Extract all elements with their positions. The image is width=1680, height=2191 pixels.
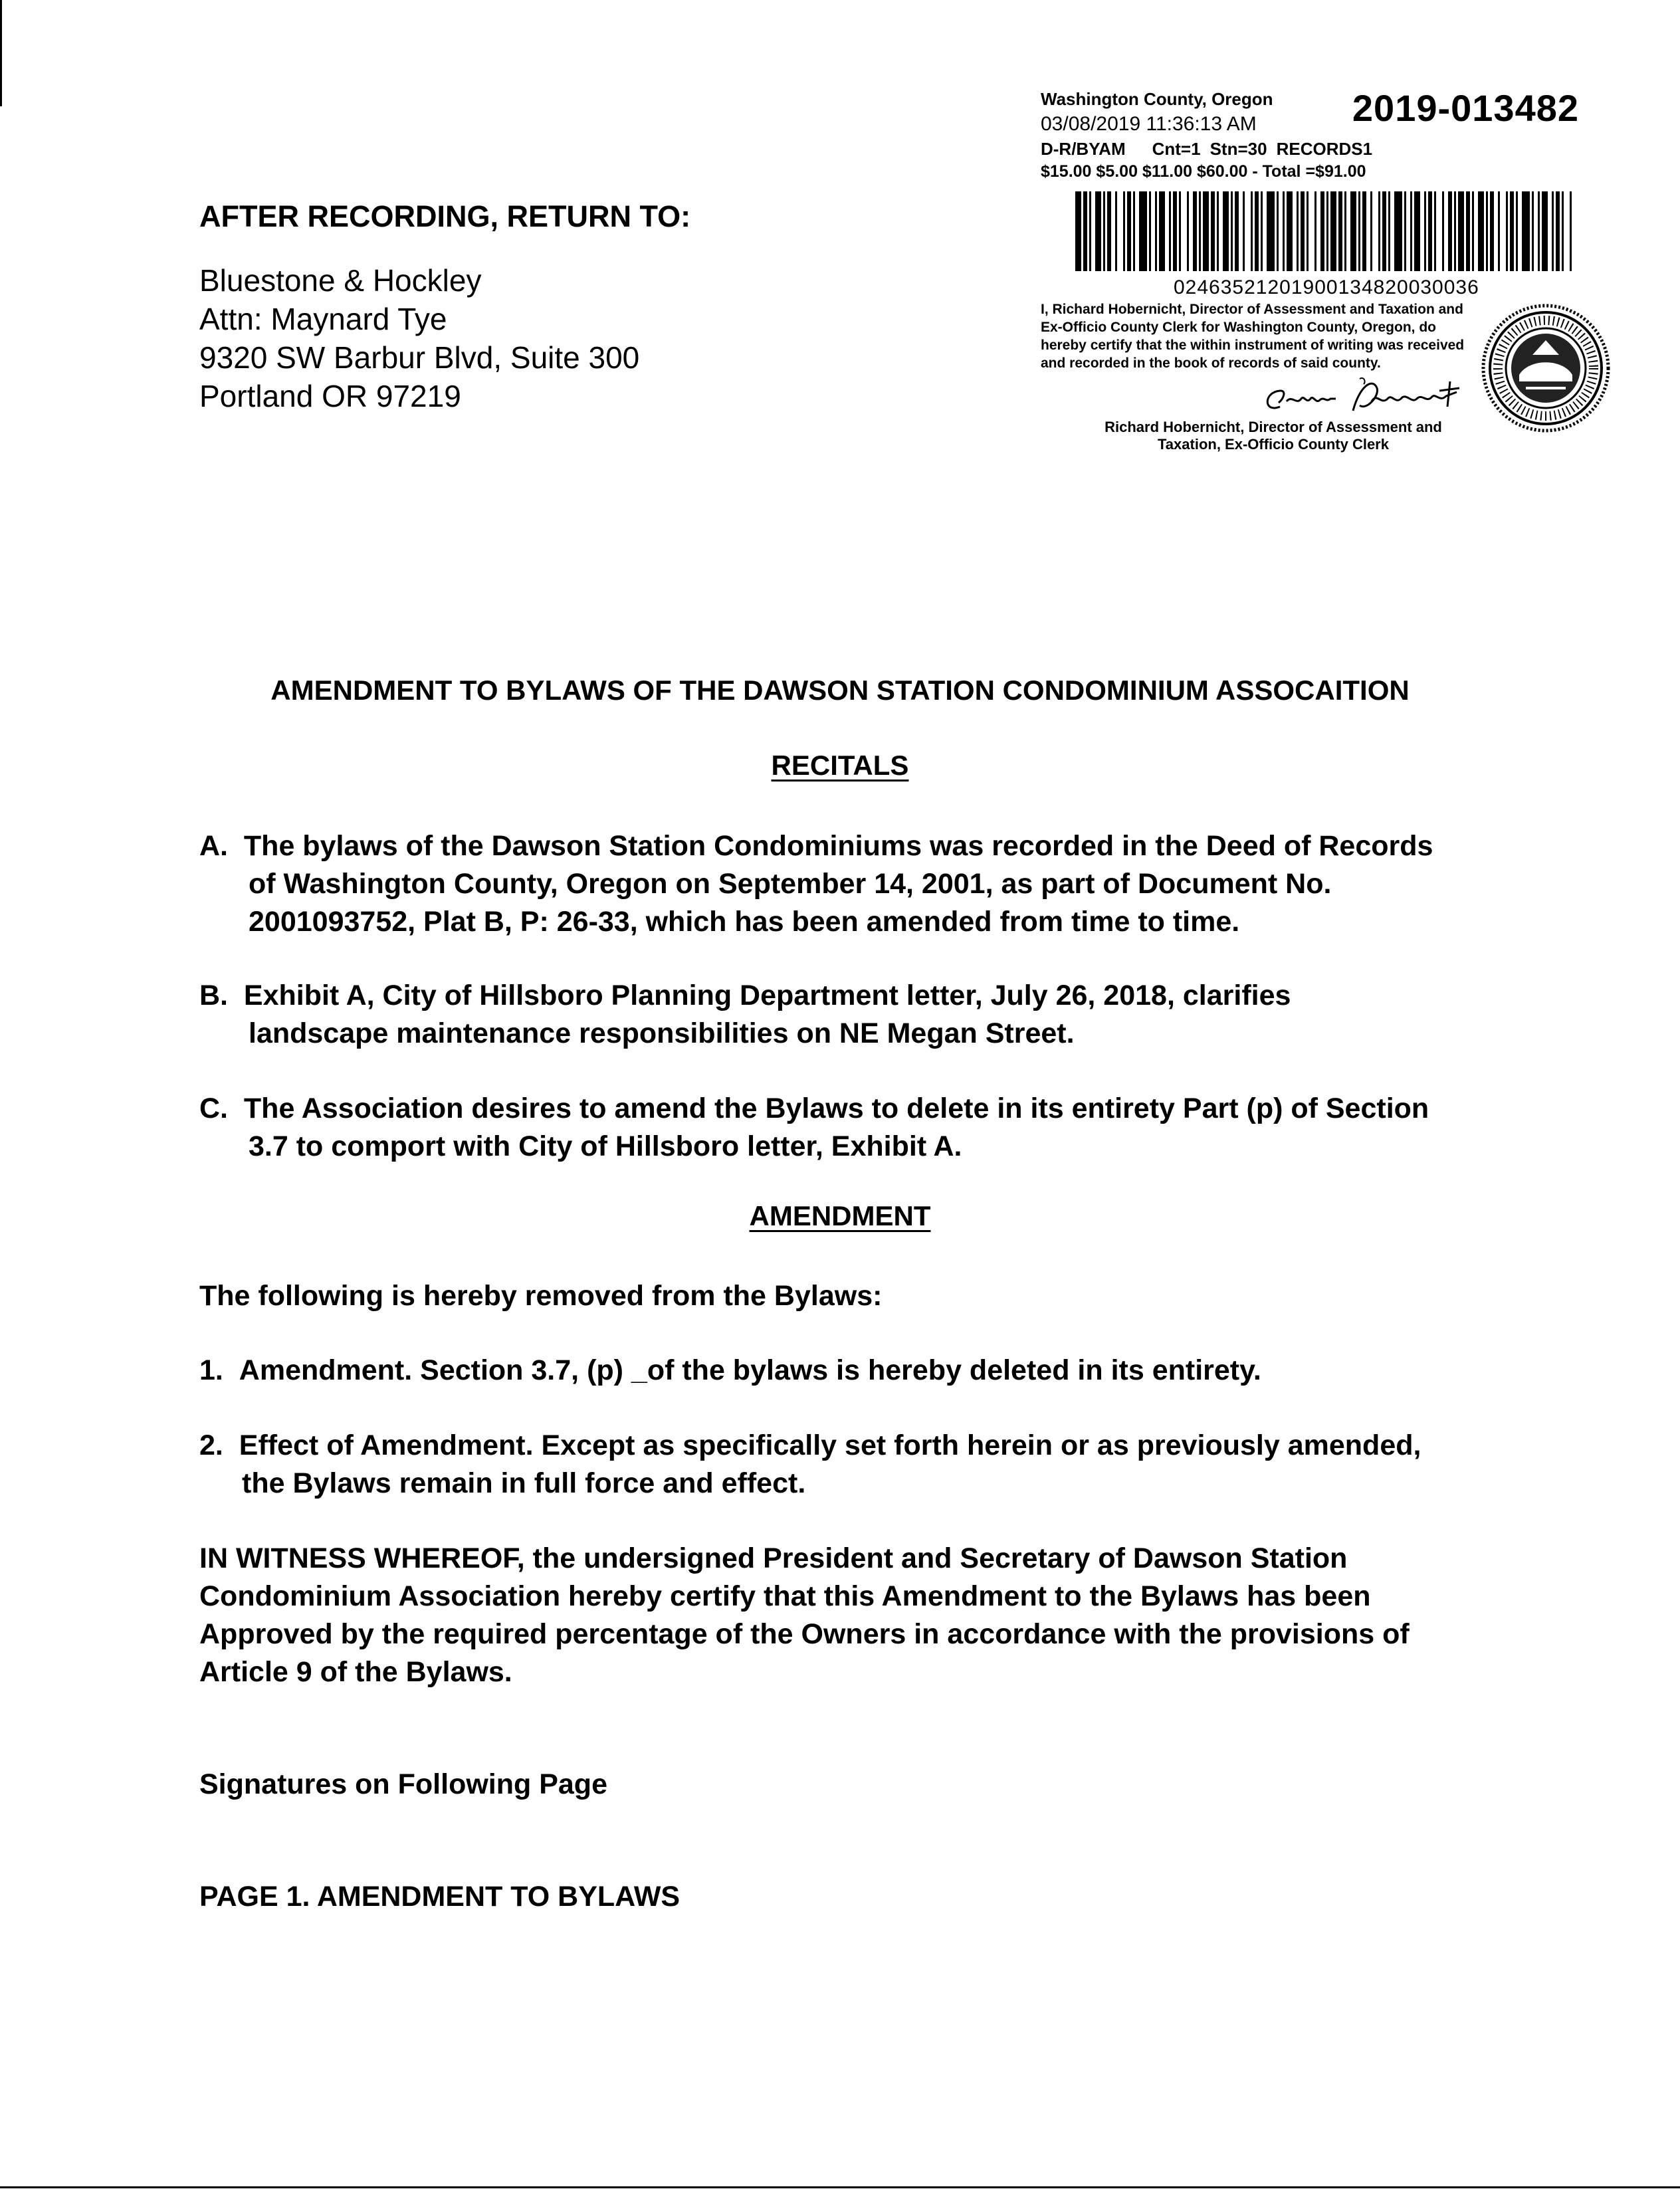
witness-paragraph: [199, 1540, 1410, 1691]
signatures-note: Signatures on Following Page: [199, 1768, 607, 1800]
item-line: the Bylaws remain in full force and effect.: [242, 1467, 806, 1499]
recording-station: Stn=30: [1209, 139, 1267, 159]
recital-b: [199, 977, 1291, 1053]
signer-name: [1067, 419, 1479, 453]
barcode-gap: [1500, 191, 1506, 271]
recital-line: 3.7 to comport with City of Hillsboro letter, Exhibit A.: [249, 1130, 962, 1162]
barcode-gap: [1309, 191, 1314, 271]
address-line: 9320 SW Barbur Blvd, Suite 300: [199, 340, 640, 375]
barcode-bar: [1394, 191, 1402, 271]
barcode-gap: [1117, 191, 1123, 271]
item-marker: 2.: [199, 1429, 223, 1461]
clerk-signature: [1260, 372, 1479, 425]
page-footer: PAGE 1. AMENDMENT TO BYLAWS: [199, 1881, 681, 1913]
recital-c: [199, 1090, 1429, 1166]
recital-text: The bylaws of the Dawson Station Condominiums was recorded in the Deed of Records: [243, 830, 1433, 862]
address-line: Portland OR 97219: [199, 379, 461, 413]
amendment-item-1: [199, 1352, 1261, 1390]
barcode-bar: [1139, 191, 1147, 271]
recital-marker: B.: [199, 980, 228, 1011]
signer-line: Richard Hobernicht, Director of Assessment and: [1104, 419, 1442, 435]
recording-datetime: 03/08/2019 11:36:13 AM: [1041, 113, 1257, 135]
address-line: Bluestone & Hockley: [199, 263, 482, 298]
witness-line: Approved by the required percentage of the Owners in accordance with the provisions of: [199, 1618, 1410, 1650]
recital-a: [199, 827, 1433, 941]
recital-line: [199, 827, 1433, 865]
recital-line: of Washington County, Oregon on September 14, 2001, as part of Document No.: [249, 868, 1332, 900]
removal-intro: The following is hereby removed from the Bylaws:: [199, 1280, 883, 1312]
barcode-bar: [1095, 191, 1101, 271]
barcode-gap: [1181, 191, 1187, 271]
barcode-bar: [1458, 191, 1464, 271]
recording-county: Washington County, Oregon: [1041, 89, 1273, 109]
document-number: 2019-013482: [1352, 87, 1579, 129]
barcode-gap: [1564, 191, 1570, 271]
item-text: Amendment. Section 3.7, (p) _of the bylaws is hereby deleted in its entirety.: [239, 1354, 1261, 1386]
barcode-gap: [1372, 191, 1378, 271]
recital-marker: C.: [199, 1093, 228, 1124]
item-marker: 1.: [199, 1354, 223, 1386]
item-line: [199, 1427, 1421, 1465]
document-title: AMENDMENT TO BYLAWS OF THE DAWSON STATION CONDOMINIUM ASSOCAITION: [270, 675, 1410, 706]
recital-line: 2001093752, Plat B, P: 26-33, which has been amended from time to time.: [249, 906, 1240, 938]
recital-marker: A.: [199, 830, 228, 862]
barcode-bar: [1330, 191, 1336, 271]
recitals-heading: [0, 750, 1680, 782]
recitals-heading-text: RECITALS: [771, 750, 909, 781]
recital-text: Exhibit A, City of Hillsboro Planning Department letter, July 26, 2018, clarifies: [243, 980, 1291, 1011]
barcode-bar: [1203, 191, 1209, 271]
barcode-gap: [1436, 191, 1442, 271]
recording-records: RECORDS1: [1276, 139, 1373, 159]
item-text: Effect of Amendment. Except as specifically set forth herein or as previously amended,: [239, 1429, 1421, 1461]
recording-codes: [1041, 139, 1399, 159]
barcode-bar: [1522, 191, 1530, 271]
barcode-bar: [1223, 191, 1229, 271]
witness-line: Article 9 of the Bylaws.: [199, 1656, 512, 1688]
amendment-heading: [0, 1200, 1680, 1232]
recording-fees: $15.00 $5.00 $11.00 $60.00 - Total =$91.00: [1041, 162, 1366, 181]
signer-line: Taxation, Ex-Officio County Clerk: [1158, 436, 1389, 453]
item-line: [199, 1352, 1261, 1390]
recording-code: D-R/BYAM: [1041, 139, 1126, 159]
barcode-bar: [1350, 191, 1356, 271]
barcode-bar: [1542, 191, 1548, 271]
barcode-bar: [1478, 191, 1484, 271]
recital-line: [199, 1090, 1429, 1128]
scan-edge: [0, 0, 2, 106]
recording-stamp: [1041, 86, 1592, 459]
barcode-bar: [1075, 191, 1081, 271]
barcode-bar: [1159, 191, 1165, 271]
scan-edge: [0, 2186, 1680, 2188]
barcode-bar: [1287, 191, 1293, 271]
amendment-heading-text: AMENDMENT: [749, 1200, 931, 1231]
recital-text: The Association desires to amend the Bylaws to delete in its entirety Part (p) of Section: [243, 1093, 1429, 1124]
recital-line: [199, 977, 1291, 1015]
recital-line: landscape maintenance responsibilities on NE Megan Street.: [249, 1017, 1075, 1049]
barcode: [1075, 191, 1580, 271]
barcode-gap: [1245, 191, 1251, 271]
return-heading: AFTER RECORDING, RETURN TO:: [199, 199, 691, 233]
recording-count: Cnt=1: [1152, 139, 1201, 159]
barcode-bar: [1414, 191, 1420, 271]
witness-line: IN WITNESS WHEREOF, the undersigned President and Secretary of Dawson Station: [199, 1542, 1348, 1574]
certification-text: I, Richard Hobernicht, Director of Assessment and Taxation and Ex-Officio County Clerk for Washington County, Oregon, do hereby certify that the within instrument of writing was received and recorded in the book of records of said county.: [1041, 302, 1465, 371]
return-address: [199, 261, 639, 415]
witness-line: Condominium Association hereby certify that this Amendment to the Bylaws has been: [199, 1580, 1371, 1612]
barcode-bar: [1267, 191, 1275, 271]
barcode-gap: [1572, 191, 1575, 271]
county-seal-icon: [1479, 302, 1612, 435]
amendment-item-2: [199, 1427, 1421, 1503]
barcode-number: 02463521201900134820030036: [1174, 276, 1479, 298]
address-line: Attn: Maynard Tye: [199, 302, 447, 336]
